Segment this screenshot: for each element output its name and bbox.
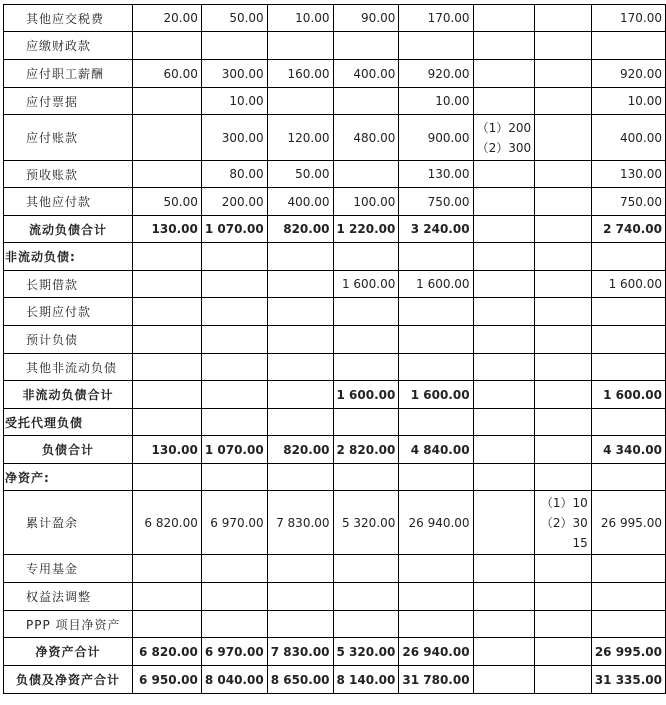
value-cell (535, 243, 592, 271)
value-cell: 920.00 (591, 60, 665, 88)
value-cell: 400.00 (267, 188, 333, 216)
adjustment-line: （2）300 (476, 140, 532, 155)
row-label: 累计盈余 (4, 491, 133, 555)
value-cell (473, 216, 535, 243)
row-label: 非流动负债合计 (4, 381, 133, 409)
value-cell (535, 271, 592, 298)
value-cell (473, 491, 535, 555)
value-cell: 1 070.00 (201, 216, 267, 243)
row-label: 长期应付款 (4, 298, 133, 326)
value-cell: 1 070.00 (201, 436, 267, 464)
value-cell (333, 32, 399, 60)
value-cell (473, 436, 535, 464)
value-cell (399, 32, 473, 60)
value-cell (132, 354, 201, 381)
value-cell: 130.00 (132, 216, 201, 243)
value-cell (267, 271, 333, 298)
value-cell (399, 583, 473, 611)
value-cell (267, 381, 333, 409)
value-cell: 1 600.00 (399, 381, 473, 409)
row-label: 应付职工薪酬 (4, 60, 133, 88)
adjustment-line: （1）200 (476, 120, 532, 135)
value-cell (132, 611, 201, 638)
table-row (4, 32, 666, 60)
table-body (4, 5, 666, 694)
value-cell: 160.00 (267, 60, 333, 88)
row-label: 非流动负债: (4, 243, 133, 271)
value-cell: 26 995.00 (591, 491, 665, 555)
value-cell (132, 115, 201, 161)
table-row (4, 409, 666, 436)
table-row (4, 271, 666, 298)
value-cell (399, 611, 473, 638)
value-cell (201, 326, 267, 354)
table-row (4, 115, 666, 161)
value-cell: 900.00 (399, 115, 473, 161)
table-row (4, 188, 666, 216)
value-cell: 5 320.00 (333, 491, 399, 555)
value-cell (201, 611, 267, 638)
value-cell (473, 32, 535, 60)
value-cell (132, 271, 201, 298)
value-cell (267, 326, 333, 354)
value-cell: 2 820.00 (333, 436, 399, 464)
value-cell (535, 161, 592, 188)
row-label: 预计负债 (4, 326, 133, 354)
value-cell (535, 60, 592, 88)
value-cell (535, 409, 592, 436)
value-cell (473, 666, 535, 694)
value-cell (473, 638, 535, 666)
value-cell (591, 555, 665, 583)
value-cell (535, 5, 592, 32)
value-cell: 6 950.00 (132, 666, 201, 694)
value-cell (267, 88, 333, 115)
value-cell: 1 600.00 (591, 381, 665, 409)
value-cell: 10.00 (267, 5, 333, 32)
value-cell (201, 32, 267, 60)
table-row (4, 60, 666, 88)
value-cell (333, 583, 399, 611)
value-cell: 50.00 (267, 161, 333, 188)
adjustment-cell (473, 115, 535, 161)
value-cell (333, 354, 399, 381)
row-label: PPP 项目净资产 (4, 611, 133, 638)
table-row (4, 216, 666, 243)
value-cell (132, 88, 201, 115)
value-cell: 1 600.00 (333, 271, 399, 298)
table-row (4, 611, 666, 638)
value-cell: 26 995.00 (591, 638, 665, 666)
value-cell (535, 88, 592, 115)
adjustment-line: （1）10 (540, 495, 588, 510)
table-row (4, 464, 666, 491)
value-cell (473, 5, 535, 32)
value-cell: 6 820.00 (132, 491, 201, 555)
row-label: 长期借款 (4, 271, 133, 298)
value-cell (591, 32, 665, 60)
value-cell (473, 583, 535, 611)
value-cell: 200.00 (201, 188, 267, 216)
value-cell: 10.00 (399, 88, 473, 115)
table-row (4, 326, 666, 354)
value-cell (473, 354, 535, 381)
value-cell: 6 970.00 (201, 638, 267, 666)
value-cell (535, 666, 592, 694)
value-cell (473, 464, 535, 491)
value-cell: 6 820.00 (132, 638, 201, 666)
value-cell (132, 464, 201, 491)
value-cell: 170.00 (399, 5, 473, 32)
row-label: 负债及净资产合计 (4, 666, 133, 694)
value-cell (399, 298, 473, 326)
value-cell (267, 611, 333, 638)
value-cell (132, 326, 201, 354)
value-cell: 10.00 (591, 88, 665, 115)
value-cell (473, 409, 535, 436)
value-cell (333, 326, 399, 354)
value-cell: 50.00 (201, 5, 267, 32)
table-row (4, 381, 666, 409)
value-cell (201, 298, 267, 326)
value-cell (132, 298, 201, 326)
row-label: 其他非流动负债 (4, 354, 133, 381)
value-cell (535, 638, 592, 666)
value-cell (132, 243, 201, 271)
table-row (4, 491, 666, 555)
table-row (4, 666, 666, 694)
value-cell: 80.00 (201, 161, 267, 188)
value-cell (333, 243, 399, 271)
value-cell (473, 326, 535, 354)
value-cell: 6 970.00 (201, 491, 267, 555)
value-cell (473, 243, 535, 271)
value-cell (473, 271, 535, 298)
value-cell (132, 161, 201, 188)
table-row (4, 88, 666, 115)
value-cell (591, 354, 665, 381)
value-cell: 130.00 (132, 436, 201, 464)
value-cell: 4 340.00 (591, 436, 665, 464)
row-label: 预收账款 (4, 161, 133, 188)
value-cell (132, 555, 201, 583)
value-cell: 100.00 (333, 188, 399, 216)
value-cell: 31 335.00 (591, 666, 665, 694)
table-row (4, 436, 666, 464)
value-cell (535, 32, 592, 60)
table-row (4, 638, 666, 666)
value-cell: 7 830.00 (267, 491, 333, 555)
value-cell (399, 354, 473, 381)
value-cell: 750.00 (399, 188, 473, 216)
value-cell (399, 243, 473, 271)
value-cell (535, 583, 592, 611)
value-cell (333, 298, 399, 326)
value-cell: 750.00 (591, 188, 665, 216)
table-row (4, 555, 666, 583)
row-label: 负债合计 (4, 436, 133, 464)
value-cell: 8 040.00 (201, 666, 267, 694)
value-cell (399, 326, 473, 354)
table-row (4, 161, 666, 188)
value-cell (267, 409, 333, 436)
table-row (4, 354, 666, 381)
row-label: 专用基金 (4, 555, 133, 583)
value-cell (201, 464, 267, 491)
value-cell (535, 216, 592, 243)
value-cell (591, 583, 665, 611)
value-cell (535, 298, 592, 326)
value-cell (333, 88, 399, 115)
value-cell (201, 354, 267, 381)
value-cell (333, 464, 399, 491)
value-cell (333, 555, 399, 583)
value-cell: 820.00 (267, 216, 333, 243)
adjustment-line: 15 (572, 535, 588, 550)
row-label: 净资产合计 (4, 638, 133, 666)
value-cell (267, 555, 333, 583)
value-cell (591, 611, 665, 638)
value-cell: 10.00 (201, 88, 267, 115)
value-cell (535, 115, 592, 161)
row-label: 受托代理负债 (4, 409, 133, 436)
value-cell: 1 220.00 (333, 216, 399, 243)
value-cell: 2 740.00 (591, 216, 665, 243)
value-cell: 90.00 (333, 5, 399, 32)
value-cell (473, 611, 535, 638)
value-cell: 130.00 (591, 161, 665, 188)
value-cell (535, 354, 592, 381)
table-row (4, 583, 666, 611)
table-row (4, 298, 666, 326)
value-cell (535, 326, 592, 354)
balance-sheet-table (3, 4, 666, 694)
value-cell (591, 298, 665, 326)
value-cell: 400.00 (591, 115, 665, 161)
value-cell: 3 240.00 (399, 216, 473, 243)
value-cell: 5 320.00 (333, 638, 399, 666)
value-cell (201, 555, 267, 583)
value-cell: 1 600.00 (399, 271, 473, 298)
row-label: 其他应付款 (4, 188, 133, 216)
value-cell (201, 271, 267, 298)
value-cell: 60.00 (132, 60, 201, 88)
value-cell (267, 354, 333, 381)
value-cell (333, 611, 399, 638)
value-cell: 820.00 (267, 436, 333, 464)
value-cell: 300.00 (201, 115, 267, 161)
value-cell (132, 409, 201, 436)
value-cell: 400.00 (333, 60, 399, 88)
value-cell (535, 381, 592, 409)
value-cell: 8 140.00 (333, 666, 399, 694)
value-cell (473, 60, 535, 88)
value-cell (267, 243, 333, 271)
value-cell (473, 161, 535, 188)
value-cell: 1 600.00 (591, 271, 665, 298)
value-cell (201, 409, 267, 436)
value-cell: 7 830.00 (267, 638, 333, 666)
value-cell (132, 381, 201, 409)
value-cell (267, 464, 333, 491)
value-cell (535, 436, 592, 464)
value-cell (399, 409, 473, 436)
adjustment-cell (535, 491, 592, 555)
value-cell: 480.00 (333, 115, 399, 161)
value-cell (535, 464, 592, 491)
row-label: 应付票据 (4, 88, 133, 115)
value-cell (201, 243, 267, 271)
value-cell (591, 326, 665, 354)
value-cell: 300.00 (201, 60, 267, 88)
adjustment-line: （2）30 (540, 515, 588, 530)
value-cell: 26 940.00 (399, 638, 473, 666)
value-cell (333, 409, 399, 436)
value-cell: 1 600.00 (333, 381, 399, 409)
table-row (4, 5, 666, 32)
row-label: 应付账款 (4, 115, 133, 161)
value-cell (591, 243, 665, 271)
row-label: 权益法调整 (4, 583, 133, 611)
row-label: 净资产: (4, 464, 133, 491)
value-cell (201, 381, 267, 409)
value-cell: 8 650.00 (267, 666, 333, 694)
row-label: 应缴财政款 (4, 32, 133, 60)
table-row (4, 243, 666, 271)
value-cell (535, 188, 592, 216)
value-cell: 130.00 (399, 161, 473, 188)
value-cell (267, 32, 333, 60)
value-cell (473, 188, 535, 216)
value-cell (591, 464, 665, 491)
value-cell: 31 780.00 (399, 666, 473, 694)
value-cell (473, 88, 535, 115)
value-cell: 170.00 (591, 5, 665, 32)
value-cell (473, 555, 535, 583)
row-label: 流动负债合计 (4, 216, 133, 243)
value-cell (399, 464, 473, 491)
value-cell: 120.00 (267, 115, 333, 161)
value-cell (333, 161, 399, 188)
value-cell: 26 940.00 (399, 491, 473, 555)
value-cell (201, 583, 267, 611)
value-cell (132, 583, 201, 611)
value-cell: 920.00 (399, 60, 473, 88)
value-cell (267, 298, 333, 326)
row-label: 其他应交税费 (4, 5, 133, 32)
value-cell (473, 298, 535, 326)
value-cell (535, 555, 592, 583)
value-cell: 50.00 (132, 188, 201, 216)
value-cell: 20.00 (132, 5, 201, 32)
value-cell (132, 32, 201, 60)
value-cell (473, 381, 535, 409)
value-cell (267, 583, 333, 611)
value-cell (399, 555, 473, 583)
value-cell (535, 611, 592, 638)
value-cell (591, 409, 665, 436)
value-cell: 4 840.00 (399, 436, 473, 464)
